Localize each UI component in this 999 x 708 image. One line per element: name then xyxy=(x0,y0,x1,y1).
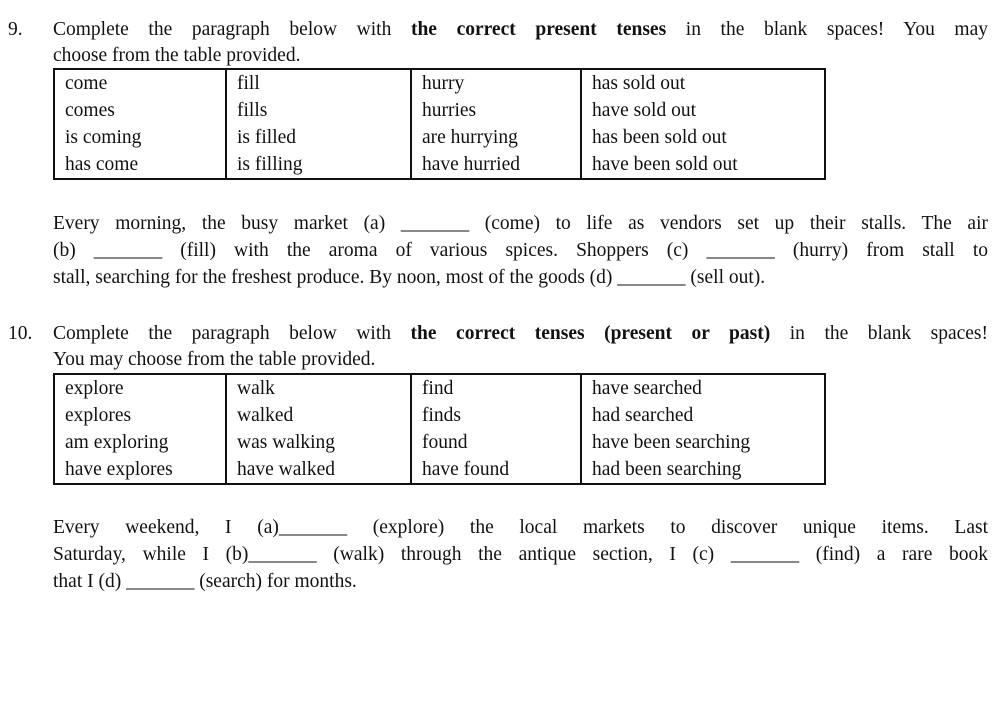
question-number: 9. xyxy=(8,19,23,40)
table-cell: find xyxy=(411,374,581,402)
table-cell: walked xyxy=(226,402,411,429)
paragraph-line: (b) _______ (fill) with the aroma of various spices. Shoppers (c) _______ (hurry) from stall to xyxy=(53,240,988,261)
table-cell: is coming xyxy=(65,127,142,148)
word-table xyxy=(53,68,826,180)
table-cell: have hurried xyxy=(411,151,581,179)
table-cell: was walking xyxy=(226,429,411,456)
table-cell: is filling xyxy=(226,151,411,179)
instruction-text: Complete the paragraph below with xyxy=(53,323,411,344)
instruction-emphasis: the correct tenses (present or past) xyxy=(410,323,771,344)
question-number: 10. xyxy=(8,323,33,344)
table-row xyxy=(54,456,825,484)
instruction-line: You may choose from the table provided. xyxy=(53,349,376,370)
table-cell: hurries xyxy=(411,97,581,124)
table-row xyxy=(54,124,825,151)
instruction-line xyxy=(53,16,988,43)
table-cell: have been searching xyxy=(581,429,825,456)
table-row xyxy=(54,151,825,179)
paragraph-line: that I (d) _______ (search) for months. xyxy=(53,571,357,592)
instruction-line xyxy=(53,320,988,347)
paragraph-line: Saturday, while I (b)_______ (walk) through the antique section, I (c) _______ (find) a rare book xyxy=(53,544,988,565)
table-cell: has sold out xyxy=(581,69,825,97)
instruction-line: choose from the table provided. xyxy=(53,45,301,66)
table-row xyxy=(54,402,825,429)
paragraph-line: stall, searching for the freshest produce. By noon, most of the goods (d) _______ (sell out). xyxy=(53,267,766,288)
table-cell: are hurrying xyxy=(411,124,581,151)
table-cell: have searched xyxy=(581,374,825,402)
table-cell: explores xyxy=(65,405,132,426)
table-cell: fills xyxy=(226,97,411,124)
table-cell: comes xyxy=(65,100,115,121)
table-cell: have explores xyxy=(65,459,173,480)
table-cell: has been sold out xyxy=(581,124,825,151)
table-cell: come xyxy=(65,73,108,94)
table-cell: is filled xyxy=(226,124,411,151)
paragraph-line: Every weekend, I (a)_______ (explore) the local markets to discover unique items. Last xyxy=(53,517,988,538)
instruction-text: in the blank spaces! xyxy=(770,323,989,344)
table-cell: had been searching xyxy=(581,456,825,484)
table-cell: fill xyxy=(226,69,411,97)
table-cell: finds xyxy=(411,402,581,429)
instruction-emphasis: the correct present tenses xyxy=(410,19,667,40)
table-cell: have walked xyxy=(226,456,411,484)
instruction-text: in the blank spaces! You may xyxy=(666,19,989,40)
table-cell: have sold out xyxy=(581,97,825,124)
table-cell: am exploring xyxy=(65,432,169,453)
instruction-text: Complete the paragraph below with xyxy=(53,19,411,40)
table-cell: has come xyxy=(65,154,139,175)
table-cell: have been sold out xyxy=(581,151,825,179)
table-cell: have found xyxy=(411,456,581,484)
paragraph-line: Every morning, the busy market (a) _______ (come) to life as vendors set up their stalls. The air xyxy=(53,213,988,234)
table-cell: had searched xyxy=(581,402,825,429)
table-row xyxy=(54,97,825,124)
table-row xyxy=(54,374,825,402)
table-row xyxy=(54,69,825,97)
table-cell: explore xyxy=(65,378,124,399)
table-cell: walk xyxy=(226,374,411,402)
table-row xyxy=(54,429,825,456)
table-cell: hurry xyxy=(411,69,581,97)
table-cell: found xyxy=(411,429,581,456)
word-table xyxy=(53,373,826,485)
